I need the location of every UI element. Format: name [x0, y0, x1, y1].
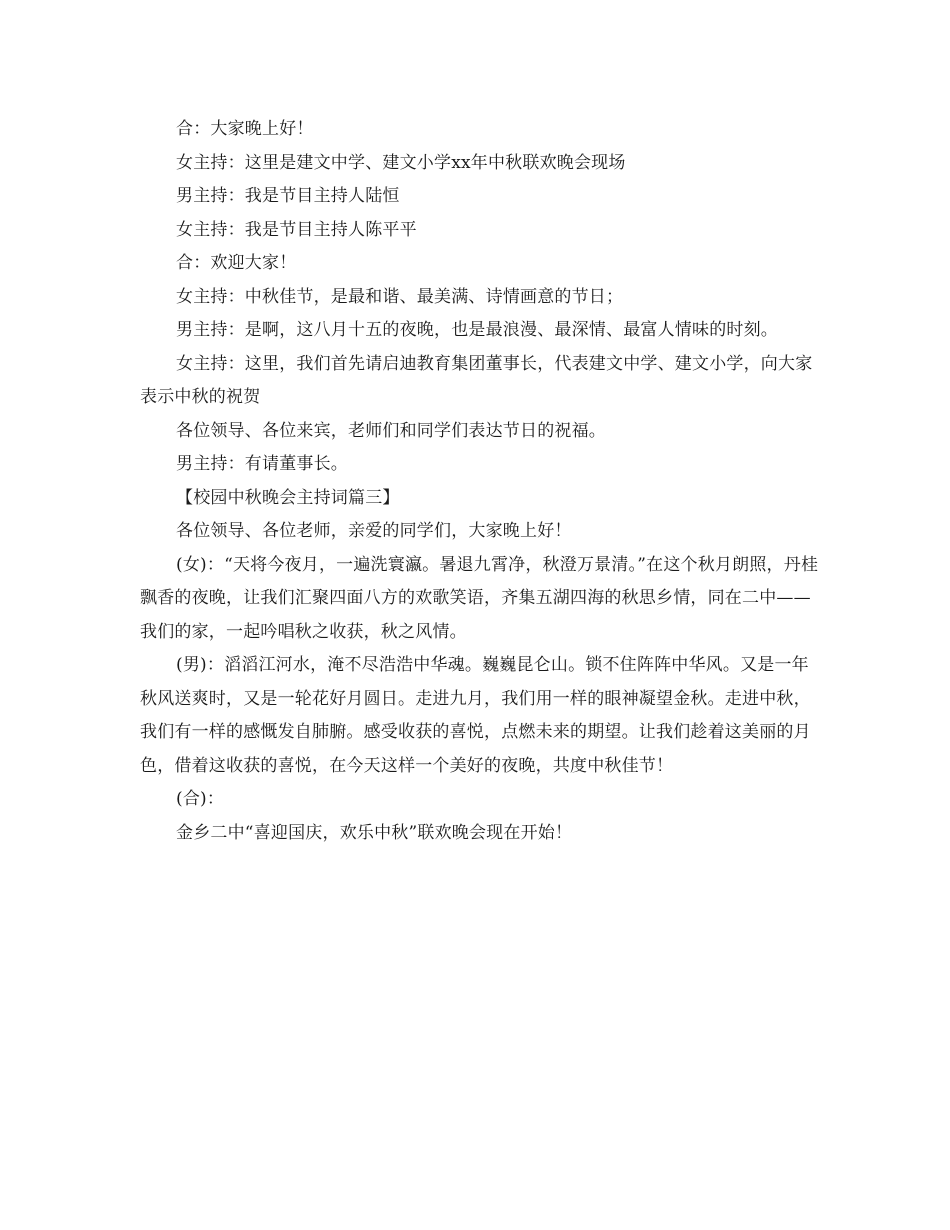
paragraph-male-speech: (男)：滔滔江河水，淹不尽浩浩中华魂。巍巍昆仑山。锁不住阵阵中华风。又是一年秋风送爽时，又是一轮花好月圆日。走进九月，我们用一样的眼神凝望金秋。走进中秋，我们有一样的感慨发自肺腑。感受收获的喜悦，点燃未来的期望。让我们趁着这美丽的月色，借着这收获的喜悦，在今天这样一个美好的夜晚，共度中秋佳节！: [140, 655, 811, 776]
paragraph-male-host-chairman: 男主持：有请董事长。: [176, 454, 348, 474]
paragraph-female-host-venue: 女主持：这里是建文中学、建文小学xx年中秋联欢晚会现场: [176, 152, 626, 173]
paragraph-chorus-welcome: 合：欢迎大家！: [176, 253, 297, 273]
paragraph-female-poem: (女)：“天将今夜月，一遍洗寰瀛。暑退九霄净，秋澄万景清。”在这个秋月朗照，丹桂飘香的夜晚，让我们汇聚四面八方的欢歌笑语，齐集五湖四海的秋思乡情，同在二中——我们的家，一起吟唱秋之收获，秋之风情。: [140, 554, 819, 642]
paragraph-chorus-greeting: 合：大家晚上好！: [176, 119, 314, 139]
paragraph-female-host-intro: 女主持：我是节目主持人陈平平: [176, 219, 417, 240]
paragraph-opening-announcement: 金乡二中“喜迎国庆，欢乐中秋”联欢晚会现在开始！: [176, 822, 573, 843]
paragraph-chorus-label: (合)：: [176, 789, 225, 809]
section-heading: 【校园中秋晚会主持词篇三】: [176, 487, 400, 508]
document-body: [140, 113, 820, 850]
paragraph-male-host-night: 男主持：是啊，这八月十五的夜晚，也是最浪漫、最深情、最富人情味的时刻。: [176, 320, 778, 340]
paragraph-male-host-intro: 男主持：我是节目主持人陆恒: [176, 186, 400, 206]
paragraph-female-host-festival: 女主持：中秋佳节，是最和谐、最美满、诗情画意的节日；: [176, 286, 624, 307]
paragraph-blessing: 各位领导、各位来宾，老师们和同学们表达节日的祝福。: [176, 420, 606, 441]
paragraph-opening-greeting: 各位领导、各位老师，亲爱的同学们，大家晚上好！: [176, 521, 572, 541]
paragraph-female-host-invite: 女主持：这里，我们首先请启迪教育集团董事长，代表建文中学、建文小学，向大家表示中秋的祝贺: [140, 353, 813, 407]
